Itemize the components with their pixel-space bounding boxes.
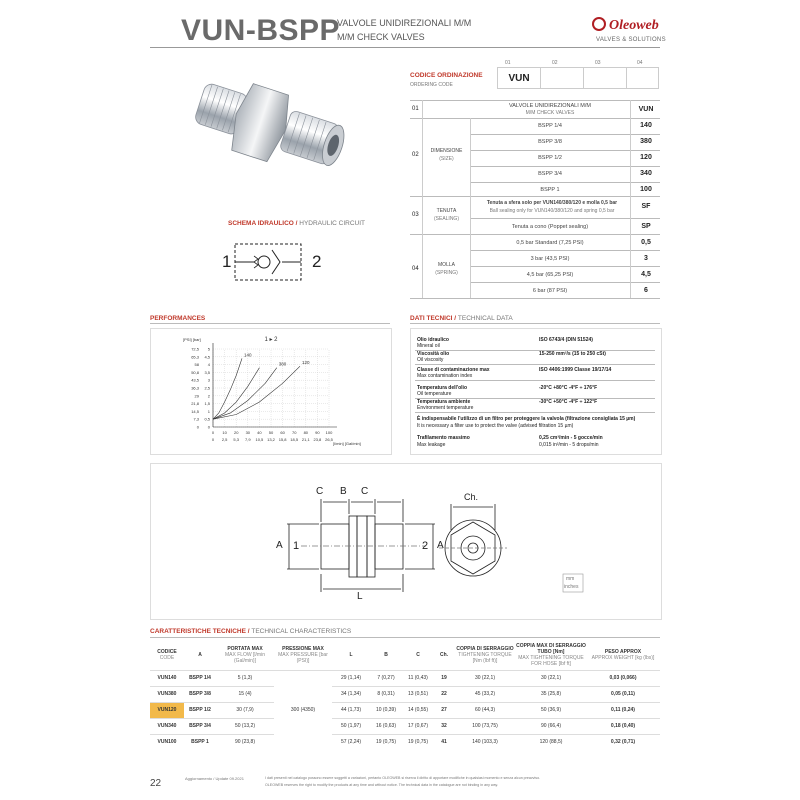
column-header-sub: APPROX WEIGHT [kg (lbs)] <box>591 654 655 661</box>
y-tick-label: 0,5 <box>204 416 210 422</box>
y-tick-label-psi: 29 <box>194 393 199 399</box>
unit-note-inches: inches <box>564 584 579 590</box>
column-header-sub: TIGHTENING TORQUE [Nm (lbf ft)] <box>458 651 512 664</box>
table-cell: BSPP 3/4 <box>184 718 216 734</box>
ordering-code-table <box>497 67 659 89</box>
table-cell: 7 (0,27) <box>370 670 402 686</box>
y-tick-label-psi: 36,3 <box>191 385 199 391</box>
y-tick-label-psi: 0 <box>196 424 199 430</box>
table-cell: 34 (1,34) <box>332 686 370 702</box>
port-1-label: 1 <box>222 252 232 271</box>
hydraulic-title: SCHEMA IDRAULICO / HYDRAULIC CIRCUIT <box>228 220 365 227</box>
x-tick-label-gal: 15,8 <box>278 437 287 442</box>
x-tick-label: 40 <box>257 430 262 435</box>
leak-value-2: 0,015 in³/min - 5 drops/min <box>539 442 599 448</box>
column-header <box>454 640 516 670</box>
column-header-main: C <box>416 651 420 658</box>
brand-tag: VALVES & SOLUTIONS <box>596 37 666 43</box>
table-cell: 0,11 (0,24) <box>586 702 660 718</box>
tech-divider <box>415 350 655 351</box>
x-tick-label: 20 <box>233 430 239 435</box>
x-tick-label-gal: 18,5 <box>290 437 299 442</box>
table-cell: 120 (88,5) <box>516 734 586 750</box>
pressure-cell: 300 (4350) <box>274 670 332 750</box>
table-cell: 29 (1,14) <box>332 670 370 686</box>
curve-label: 1 ▸ 2 <box>264 337 278 343</box>
dim-a-right: A <box>437 540 444 551</box>
dim-l: L <box>357 591 363 602</box>
tech-label: Viscosità olio <box>417 351 450 357</box>
table-cell: 13 (0,51) <box>402 686 434 702</box>
table-cell: 100 (73,75) <box>454 718 516 734</box>
brand-name: Oleoweb <box>609 18 659 33</box>
dim-b: B <box>340 486 347 497</box>
table-cell: 30 (22,1) <box>454 670 516 686</box>
tech-value: 15-250 mm²/s (15 to 250 cSt) <box>539 351 606 357</box>
table-cell: 50 (36,9) <box>516 702 586 718</box>
x-tick-label: 0 <box>211 430 215 435</box>
tech-label-sub: Mineral oil <box>417 343 440 349</box>
column-header-main: B <box>384 651 388 658</box>
tech-divider <box>415 364 655 365</box>
x-tick-label: 80 <box>303 430 309 435</box>
table-cell: 32 <box>434 718 454 734</box>
series-label: 380 <box>278 361 287 367</box>
table-row <box>150 718 660 734</box>
logo-mark-icon <box>592 17 606 31</box>
table-cell: 90 (23,8) <box>216 734 274 750</box>
x-tick-label-gal: 21,1 <box>301 437 310 442</box>
ordering-label-en: ORDERING CODE <box>410 82 453 88</box>
table-cell: 41 <box>434 734 454 750</box>
product-photo <box>185 70 360 190</box>
tech-label-sub: Oil temperature <box>417 391 452 397</box>
tech-value: -20°C +80°C -4°F ÷ 176°F <box>539 385 598 391</box>
column-header-main: A <box>198 651 202 658</box>
x-tick-label-gal: 0 <box>211 437 215 442</box>
column-header <box>586 640 660 670</box>
dim-ch: Ch. <box>464 492 479 502</box>
header-divider <box>150 47 660 48</box>
column-header-main: PORTATA MAX <box>227 645 263 652</box>
y-tick-label: 3,5 <box>204 369 210 375</box>
table-cell: 0,03 (0,066) <box>586 670 660 686</box>
x-axis-unit: [l/min] [Gal/min] <box>333 441 361 446</box>
table-cell: 19 (0,75) <box>402 734 434 750</box>
y-tick-label-psi: 14,5 <box>191 408 199 414</box>
table-cell: 15 (4) <box>216 686 274 702</box>
dimensional-drawing-box <box>150 463 662 620</box>
table-cell: 30 (7,9) <box>216 702 274 718</box>
tech-data-title: DATI TECNICI / TECHNICAL DATA <box>410 315 513 322</box>
table-cell: 17 (0,67) <box>402 718 434 734</box>
x-tick-label: 30 <box>245 430 251 435</box>
x-tick-label-gal: 5,3 <box>233 437 239 442</box>
table-cell: BSPP 1/4 <box>184 670 216 686</box>
table-cell: 10 (0,39) <box>370 702 402 718</box>
footer-note-it: I dati presenti nel catalogo possono essere soggetti a variazioni, pertanto OLEOWEB si riserva il diritto di apportare modifiche in qualsiasi momento e senza alcun preavviso. <box>265 776 541 780</box>
y-tick-label: 4,5 <box>204 354 210 360</box>
edition: Aggiornamento / Update 09.2021 <box>185 776 244 781</box>
series-label: 120 <box>302 360 310 366</box>
drawing-port-1: 1 <box>293 540 300 552</box>
table-cell: 0,18 (0,40) <box>586 718 660 734</box>
x-tick-label-gal: 10,5 <box>255 437 264 442</box>
leak-sub: Max leakage <box>417 442 446 448</box>
column-header <box>332 640 370 670</box>
column-header-main: CODICE <box>157 648 177 655</box>
table-row <box>150 734 660 750</box>
tech-label-sub: Environment temperature <box>417 405 474 411</box>
table-cell: 60 (44,3) <box>454 702 516 718</box>
column-header <box>274 640 332 670</box>
x-tick-label-gal: 2,5 <box>221 437 228 442</box>
page-title: VUN-BSPP <box>181 14 341 47</box>
table-cell: 5 (1,3) <box>216 670 274 686</box>
y-tick-label: 1 <box>207 408 210 414</box>
options-table: 01 VALVOLE UNIDIREZIONALI M/M M/M CHECK VALVES VUN 02 DIMENSIONE (SIZE) BSPP 1/4 140 BSPP 3/8 380 BSPP 1/2 120 BSPP 3/4 340 BSPP 1 100 03 TENUTA (SEALING) Tenuta a sfera solo per VUN140/380/120 e molla 0,5 bar Ball sealing only for VUN140/380/120 and spring 0,5 bar SF Tenuta a cono (Poppet sealing) SP 04 MOLLA (SPRING) 0,5 bar Standard (7,25 PSI) 0,5 3 bar (43,5 PSI) 3 4,5 bar (65,25 PSI) 4,5 6 bar (87 PSI) 6 <box>410 100 660 300</box>
dim-c-right: C <box>361 486 369 497</box>
y-tick-label: 1,5 <box>204 401 210 407</box>
column-header-sub: CODE <box>159 654 175 661</box>
table-cell: BSPP 1/2 <box>184 702 216 718</box>
column-header-main: COPPIA DI SERRAGGIO <box>456 645 514 652</box>
page-number: 22 <box>150 778 162 789</box>
characteristics-table <box>150 640 660 750</box>
x-tick-label-gal: 26,5 <box>325 437 333 442</box>
filter-note-en: It is necessary a filter use to protect the valve (advised filtration 15 µm) <box>417 423 574 429</box>
y-tick-label: 2 <box>207 393 210 399</box>
column-header-sub: MAX TIGHTENING TORQUE FOR HOSE [lbf ft] <box>518 654 584 667</box>
table-cell: 35 (25,8) <box>516 686 586 702</box>
table-cell: 30 (22,1) <box>516 670 586 686</box>
tech-label-sub: Max contamination index <box>417 373 473 379</box>
y-tick-label: 3 <box>207 377 210 383</box>
table-cell: 16 (0,63) <box>370 718 402 734</box>
column-header-sub: MAX PRESSURE [bar (PSI)] <box>278 651 328 664</box>
x-tick-label-gal: 23,8 <box>313 437 322 442</box>
table-cell: 11 (0,43) <box>402 670 434 686</box>
x-tick-label-gal: 7,9 <box>245 437 251 442</box>
tech-divider <box>415 412 655 413</box>
table-cell: 50 (13,2) <box>216 718 274 734</box>
dim-c-left: C <box>316 486 324 497</box>
table-row <box>150 686 660 702</box>
table-cell: 57 (2,24) <box>332 734 370 750</box>
table-cell: 50 (1,97) <box>332 718 370 734</box>
drawing-port-2: 2 <box>422 540 429 552</box>
performances-title: PERFORMANCES <box>150 315 206 322</box>
performance-chart-box <box>150 328 392 455</box>
dim-a-left: A <box>276 540 283 551</box>
y-tick-label-psi: 72,5 <box>191 346 199 352</box>
column-header <box>434 640 454 670</box>
y-axis-unit: [PSI] [bar] <box>183 337 201 342</box>
x-tick-label: 60 <box>280 430 285 435</box>
tech-label: Temperatura dell'olio <box>417 385 467 391</box>
y-tick-label: 4 <box>207 362 210 368</box>
x-tick-label: 10 <box>222 430 227 435</box>
table-cell: 19 (0,75) <box>370 734 402 750</box>
table-cell: VUN120 <box>150 702 184 718</box>
table-cell: 140 (103,3) <box>454 734 516 750</box>
table-cell: 0,05 (0,11) <box>586 686 660 702</box>
table-row <box>150 702 660 718</box>
table-cell: 45 (33,2) <box>454 686 516 702</box>
table-cell: 19 <box>434 670 454 686</box>
tech-label: Temperatura ambiente <box>417 399 471 405</box>
column-header-main: Ch. <box>439 651 449 658</box>
x-tick-label: 90 <box>315 430 320 435</box>
column-header-main: L <box>349 651 353 658</box>
table-cell: 14 (0,55) <box>402 702 434 718</box>
y-tick-label: 0 <box>207 424 210 430</box>
column-header <box>402 640 434 670</box>
ordering-label: CODICE ORDINAZIONE <box>410 72 483 79</box>
performance-chart <box>151 329 391 454</box>
ordering-code: VUN <box>498 68 541 89</box>
subtitle-italian: VALVOLE UNIDIREZIONALI M/M <box>337 18 472 28</box>
series-label: 140 <box>244 352 252 358</box>
y-tick-label: 2,5 <box>204 385 210 391</box>
dimensional-drawing <box>151 464 661 619</box>
x-tick-label: 50 <box>268 430 274 435</box>
column-header-main: PESO APPROX <box>604 648 642 655</box>
y-tick-label-psi: 65,3 <box>191 354 199 360</box>
table-cell: 44 (1,73) <box>332 702 370 718</box>
column-header <box>516 640 586 670</box>
table-cell: 22 <box>434 686 454 702</box>
table-cell: VUN140 <box>150 670 184 686</box>
leak-value-1: 0,25 cm³/min - 5 gocce/min <box>539 435 603 441</box>
column-header <box>370 640 402 670</box>
brand-logo <box>592 14 666 48</box>
column-header-main: PRESSIONE MAX <box>282 645 324 652</box>
table-cell: BSPP 1 <box>184 734 216 750</box>
table-cell: 27 <box>434 702 454 718</box>
tech-label-sub: Oil viscosity <box>417 357 444 363</box>
y-tick-label-psi: 58 <box>194 362 199 368</box>
column-header-sub: MAX FLOW [l/min (Gal/min)] <box>224 651 265 664</box>
x-tick-label: 70 <box>291 430 297 435</box>
characteristics-title: CARATTERISTICHE TECNICHE / TECHNICAL CHARACTERISTICS <box>150 628 352 635</box>
table-row <box>150 670 660 686</box>
column-header <box>184 640 216 670</box>
tech-data-box <box>410 328 662 455</box>
footer-note-en: OLEOWEB reserves the right to modify the products at any time and without notice. The technical data in the catalogue are not binding in any way. <box>265 783 498 787</box>
table-cell: 8 (0,31) <box>370 686 402 702</box>
y-tick-label-psi: 21,8 <box>191 401 199 407</box>
tech-label: Olio idraulico <box>417 337 449 343</box>
tech-divider <box>415 380 655 381</box>
y-tick-label-psi: 7,3 <box>193 416 199 422</box>
subtitle-english: M/M CHECK VALVES <box>337 32 425 42</box>
port-2-label: 2 <box>312 252 322 271</box>
table-cell: 90 (66,4) <box>516 718 586 734</box>
column-header <box>216 640 274 670</box>
tech-value: -30°C +50°C -4°F ÷ 122°F <box>539 399 598 405</box>
filter-note: È indispensabile l'utilizzo di un filtro per proteggere la valvola (filtrazione consigliata 15 µm) <box>417 416 636 422</box>
tech-value: ISO 6743/4 (DIN 51524) <box>539 337 593 343</box>
x-tick-label: 100 <box>325 430 333 435</box>
y-tick-label-psi: 50,8 <box>191 369 199 375</box>
table-cell: VUN380 <box>150 686 184 702</box>
table-cell: VUN340 <box>150 718 184 734</box>
table-cell: VUN100 <box>150 734 184 750</box>
y-tick-label-psi: 43,5 <box>191 377 199 383</box>
x-tick-label-gal: 13,2 <box>267 437 275 442</box>
tech-value: ISO 4406:1999 Classe 19/17/14 <box>539 367 612 373</box>
leak-label: Trafilamento massimo <box>417 435 470 441</box>
column-header <box>150 640 184 670</box>
y-tick-label: 5 <box>207 346 210 352</box>
column-header-main: COPPIA MAX DI SERRAGGIO TUBO [Nm] <box>516 642 586 655</box>
unit-note-mm: mm <box>566 576 575 582</box>
tech-label: Classe di contaminazione max <box>417 367 490 373</box>
table-cell: BSPP 3/8 <box>184 686 216 702</box>
table-cell: 0,32 (0,71) <box>586 734 660 750</box>
